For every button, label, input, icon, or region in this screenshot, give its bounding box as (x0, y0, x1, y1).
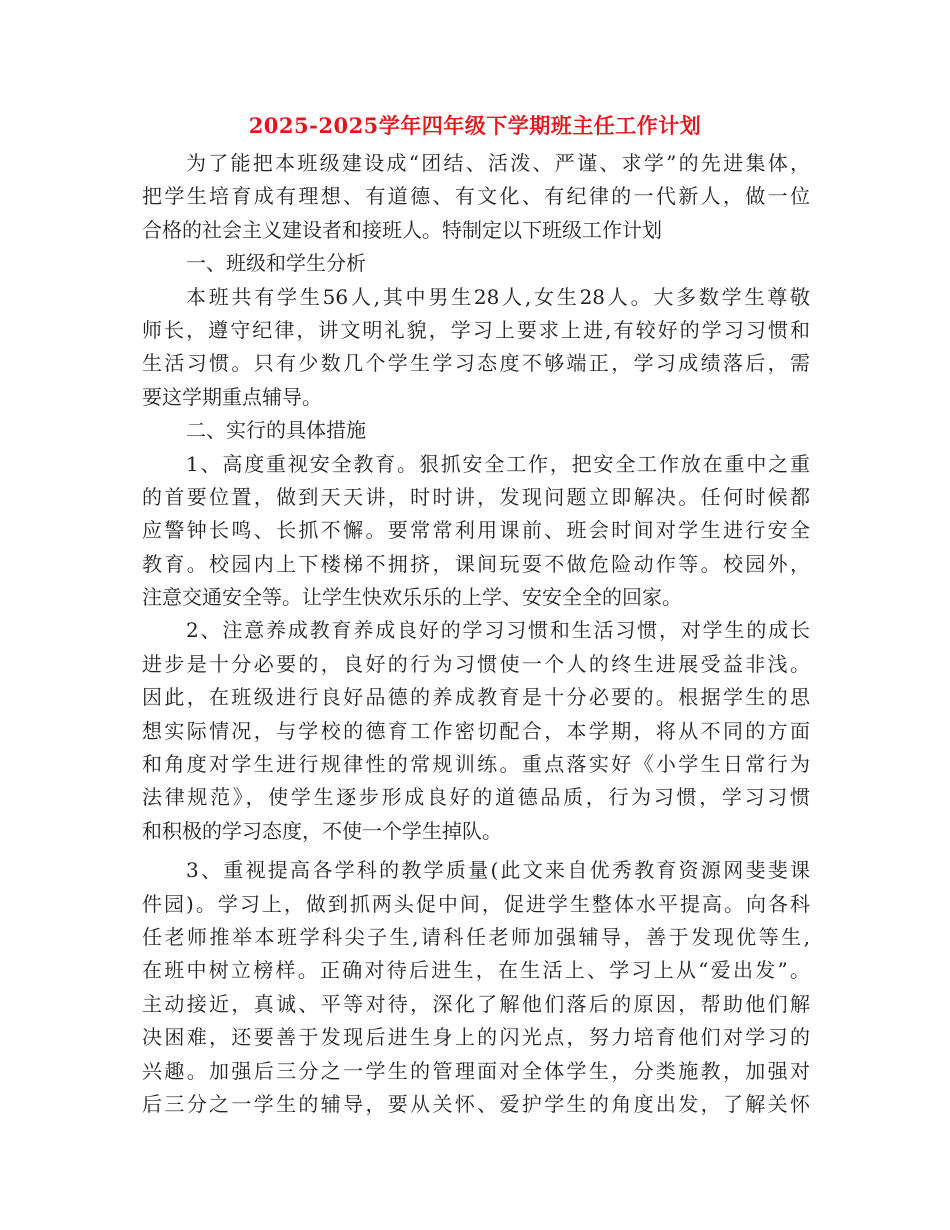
paragraph-line: 兴趣。加强后三分之一学生的管理面对全体学生，分类施教，加强对 (142, 1058, 810, 1083)
paragraph-line: 注意交通安全等。让学生快欢乐乐的上学、安安全全的回家。 (142, 585, 682, 610)
paragraph-line: 和积极的学习态度，不使一个学生掉队。 (142, 818, 502, 843)
paragraph-line: 后三分之一学生的辅导，要从关怀、爱护学生的角度出发，了解关怀 (142, 1091, 810, 1116)
paragraph-line: 和角度对学生进行规律性的常规训练。重点落实好《小学生日常行为 (142, 752, 810, 777)
paragraph-line: 主动接近，真诚、平等对待，深化了解他们落后的原因，帮助他们解 (142, 991, 810, 1016)
paragraph-line: 3、重视提高各学科的教学质量(此文来自优秀教育资源网斐斐课 (186, 858, 810, 883)
paragraph-line: 想实际情况，与学校的德育工作密切配合，本学期，将从不同的方面 (142, 718, 810, 743)
paragraph-line: 应警钟长鸣、长抓不懈。要常常利用课前、班会时间对学生进行安全 (142, 518, 810, 543)
document-title: 2025-2025学年四年级下学期班主任工作计划 (248, 113, 702, 138)
paragraph-line: 1、高度重视安全教育。狠抓安全工作，把安全工作放在重中之重 (186, 451, 810, 476)
document-body (142, 147, 810, 1121)
paragraph-line: 进步是十分必要的，良好的行为习惯使一个人的终生进展受益非浅。 (142, 651, 810, 676)
paragraph-line: 为了能把本班级建设成“团结、活泼、严谨、求学”的先进集体， (186, 151, 810, 175)
section-heading: 一、班级和学生分析 (186, 251, 366, 276)
paragraph-line: 2、注意养成教育养成良好的学习习惯和生活习惯，对学生的成长 (186, 618, 810, 643)
paragraph-line: 要这学期重点辅导。 (142, 384, 322, 409)
paragraph-line: 生活习惯。只有少数几个学生学习态度不够端正，学习成绩落后，需 (142, 351, 810, 376)
paragraph-line: 师长，遵守纪律，讲文明礼貌，学习上要求上进,有较好的学习习惯和 (142, 317, 810, 342)
paragraph-line: 法律规范》，使学生逐步形成良好的道德品质，行为习惯，学习习惯 (142, 785, 810, 810)
section-heading: 二、实行的具体措施 (186, 418, 366, 443)
paragraph-line: 把学生培育成有理想、有道德、有文化、有纪律的一代新人，做一位 (142, 184, 810, 209)
paragraph-line: 在班中树立榜样。正确对待后进生，在生活上、学习上从“爱出发”。 (142, 958, 810, 983)
paragraph-line: 决困难，还要善于发现后进生身上的闪光点，努力培育他们对学习的 (142, 1025, 810, 1050)
paragraph-line: 合格的社会主义建设者和接班人。特制定以下班级工作计划 (142, 217, 662, 242)
paragraph-line: 件园)。学习上，做到抓两头促中间，促进学生整体水平提高。向各科 (142, 891, 810, 916)
paragraph-line: 教育。校园内上下楼梯不拥挤，课间玩耍不做危险动作等。校园外， (142, 551, 810, 576)
paragraph-line: 的首要位置，做到天天讲，时时讲，发现问题立即解决。任何时候都 (142, 484, 810, 509)
paragraph-line: 任老师推举本班学科尖子生,请科任老师加强辅导，善于发现优等生, (142, 924, 810, 949)
paragraph-line: 本班共有学生56人,其中男生28人,女生28人。大多数学生尊敬 (186, 284, 810, 309)
paragraph-line: 因此，在班级进行良好品德的养成教育是十分必要的。根据学生的思 (142, 685, 810, 710)
